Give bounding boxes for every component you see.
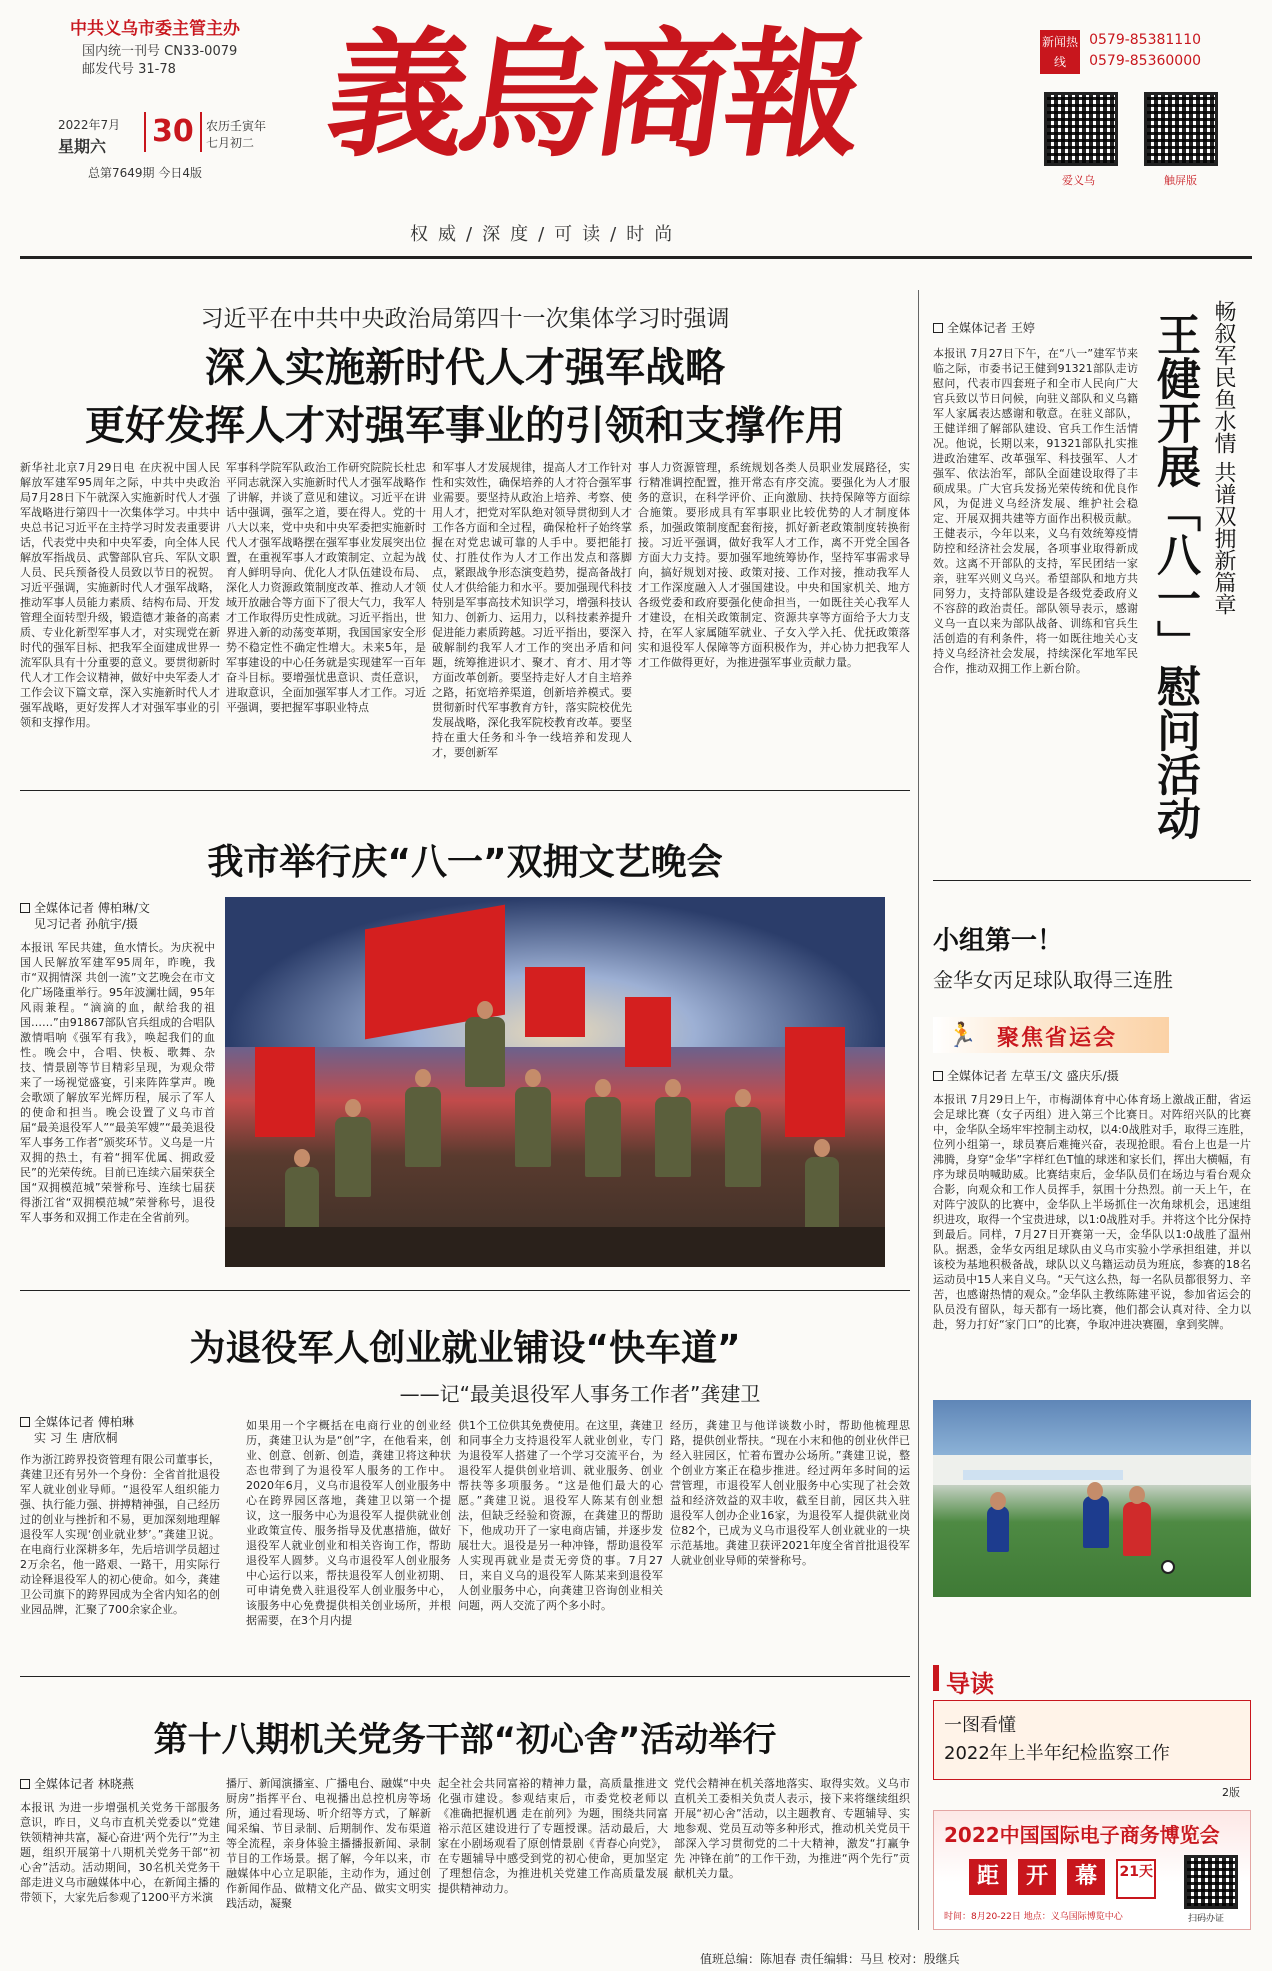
sponsor-org: 中共义乌市委主管主办 [70,19,240,39]
party-column-1: 本报讯 为进一步增强机关党务干部服务意识，昨日，义乌市直机关党委以“党建铁领精神共富，凝心奋进‘两个先行’”为主题，组织开展第十八期机关党务干部“初心舍”活动。活动期间，30名机关党务干部走进义乌市融媒体中心，在新闻主播的带领下，大家先后参观了1200平方米演 [20,1801,220,1904]
masthead-rule [20,256,1252,259]
qr-label-mobile: 触屏版 [1164,174,1197,187]
games-banner-label: 聚焦省运会 [997,1025,1118,1051]
player-blue [1083,1496,1109,1548]
wjb-kicker: 畅叙军民鱼水情 共谱双拥新篇章 [1211,300,1236,615]
countdown-char-1: 距 [969,1859,1007,1895]
newspaper-logo: 義烏商報 [318,13,870,176]
lead-headline-1: 深入实施新时代人才强军战略 [205,345,725,391]
wjb-byline: 全媒体记者 王婷 [933,320,1035,336]
date-year-month: 2022年7月 [58,118,121,132]
postal-code: 邮发代号 31-78 [82,62,176,77]
veterans-column-2: 如果用一个字概括在电商行业的创业经历，龚建卫认为是“创”字，在他看来，创业、创意、创新、创造，龚建卫将这种状态也带到了为退役军人服务的工作中。2020年6月，义乌市退役军人创业服务中心在跨界园区落地，龚建卫以第一个提议，这一服务中心为退役军人提供就业创业政策宣传、服务指导及优惠措施，做好退役军人就业创业和相关咨询工作，帮助退役军人圆梦。义乌市退役军人创业服务中心运行以来，帮扶退役军人创业初期、可申请免费入驻退役军人创业服务中心，该服务中心免费提供相关创业场所，并根据需要，在3个月内提 [246,1419,451,1627]
weekday: 星期六 [58,137,107,156]
hotline [1040,30,1201,74]
football-photo [933,1400,1251,1597]
expo-note: 时间：8月20-22日 地点：义乌国际博览中心 [944,1912,1123,1922]
party-column-3: 起全社会共同富裕的精神力量，高质量推进文化强市建设。参观结束后，市委党校老师以《准确把握机遇 走在前列》为题，围绕共同富裕示范区建设进行了专题授课。活动最后，大家在小剧场观看了原创情景剧《青春心向党》，在专题辅导中感受到党的初心使命，更加坚定了理想信念，为推进机关党建工作高质量发展提供精神动力。 [438,1777,668,1895]
qr-label-app: 爱义乌 [1062,174,1095,187]
slogan: 权威/深度/可读/时尚 [410,224,683,245]
phone-1: 0579-85381110 [1089,32,1202,48]
guide-label: 导读 [946,1670,994,1698]
veterans-bottom-rule [20,1676,910,1677]
countdown-char-3: 幕 [1067,1859,1105,1895]
lead-column-3: 和军事人才发展规律，提高人才工作针对性和实效性，确保培养的人才符合强军事业需要。要坚持从政治上培养、考察、使用人才，把党对军队绝对领导贯彻到人才工作各方面和全过程，确保枪杆子始终掌握在对党忠诚可靠的人手中。要把能打仗、打胜仗作为人才工作出发点和落脚点，紧跟战争形态演变趋势，提高备战打仗人才供给能力和水平。要加强现代科技特别是军事高技术知识学习，增强科技认知力、创新力、运用力，以科技素养提升促进能力素质跨越。习近平指出，要深入破解制约我军人才工作的突出矛盾和问题，统筹推进识才、聚才、育才、用才等方面改革创新。要坚持走好人才自主培养之路，拓宽培养渠道，创新培养模式。要贯彻新时代军事教育方针，落实院校优先发展战略，深化我军院校教育改革。要坚持在重大任务和斗争一线培养和发现人才，要创新军 [432,461,632,759]
party-headline: 第十八期机关党务干部“初心舍”活动举行 [153,1720,777,1760]
party-byline: 全媒体记者 林晓燕 [20,1776,134,1792]
veterans-column-1: 作为浙江跨界投资管理有限公司董事长，龚建卫还有另外一个身份：全省首批退役军人就业创业导师。“退役军人组织能力强、执行能力强、拼搏精神强，自己经历过的创业与挫折和不易，更加深刻地理解退役军人实现‘创业就业梦’。”龚建卫说。在电商行业深耕多年，先后培训学员超过2万余名，他一路艰、一路干，用实际行动诠释退役军人的初心使命。如今，龚建卫公司旗下的跨界园成为全省内知名的创业园品牌，汇聚了700余家企业。 [20,1453,220,1616]
guide-line-2: 2022年上半年纪检监察工作 [944,1743,1170,1764]
lunar-year: 农历壬寅年 [206,119,267,133]
runner-icon: 🏃 [947,1021,977,1049]
guide-marker [933,1665,939,1691]
guide-line-1: 一图看懂 [944,1715,1016,1736]
party-column-2: 播厅、新闻演播室、广播电台、融媒“中央厨房”指挥平台、电视播出总控机房等场所，通过看现场、听介绍等方式，了解新闻采编、节目录制、后期制作、发布渠道等全流程，亲身体验主播播报新闻、录制节目的工作场景。据了解，今年以来，市融媒体中心立足职能，主动作为，通过创作新闻作品、做精文化产品、做实文明实践活动，凝聚 [226,1777,431,1910]
countdown [969,1859,1156,1899]
lead-column-4: 事人力资源管理，系统规划各类人员职业发展路径，实行精准调控配置，推开常态有序交流。要强化为人才服务的意识，在科学评价、正向激励、扶持保障等方面综合施策。要形成具有军事职业比较优势的人才制度体系，加强政策制度配套衔接，抓好新老政策制度转换衔接。习近平强调，做好我军人才工作，离不开党全国各方面大力支持。要加强军地统筹协作，坚持军事需求导向，搞好规划对接、政策对接、工作对接，推动我军人才工作深度融入人才强国建设。中央和国家机关、地方各级党委和政府要强化使命担当，一如既往关心我军人才建设，在相关政策制定、资源共享等方面给予大力支持，在军人家属随军就业、子女入学入托、优抚政策落实和退役军人保障等方面积极作为，并心协力把我军人才工作做得更好，为推进强军事业贡献力量。 [638,461,910,669]
lead-column-1: 新华社北京7月29日电 在庆祝中国人民解放军建军95周年之际，中共中央政治局7月28日下午就深入实施新时代人才强军战略进行第四十一次集体学习。中共中央总书记习近平在主持学习时发表重要讲话，代表党中央和中央军委，向全体人民解放军指战员、武警部队官兵、军队文职人员、民兵预备役人员致以节日的祝贺。习近平强调，实施新时代人才强军战略，推动军事人员能力素质、结构布局、开发管理全面转型升级，锻造德才兼备的高素质、专业化新型军事人才，对实现党在新时代的强军目标、把我军全面建成世界一流军队具有十分重要的意义。要贯彻新时代人才工作会议精神，做好中央军委人才工作会议下篇文章，深入实施新时代人才强军战略，更好发挥人才对强军事业的引领和支撑作用。 [20,461,220,729]
lead-headline-2: 更好发挥人才对强军事业的引领和支撑作用 [85,403,845,449]
lead-kicker: 习近平在中共中央政治局第四十一次集体学习时强调 [200,306,730,332]
games-text: 本报讯 7月29日上午，市梅湖体育中心体育场上激战正酣，省运会足球比赛（女子丙组）进入第三个比赛日。对阵绍兴队的比赛中，金华队全场牢牢控制主动权，以4:0战胜对手，取得三连胜，位列小组第一，球员赛后难掩兴奋，表现抢眼。看台上也是一片沸腾，身穿“金华”字样红色T恤的球迷和家长们，挥出大横幅，有序为球员呐喊助威。比赛结束后，金华队员们在场边与看台观众合影，向观众和工作人员挥手，氛围十分热烈。前一天上午，在对阵宁波队的比赛中，金华队上半场抓住一次角球机会，迅速组织进攻，取得一个宝贵进球，以1:0战胜对手。并将这个比分保持到最后。同样，7月27日开赛第一天，金华队以1:0战胜了温州队。据悉，金华女丙组足球队由义乌市实验小学承担组建，并以该校为基地积极备战，球队以义乌籍运动员为班底，参赛的18名运动员中15人来自义乌。“天气这么热，每一名队员都很努力、辛苦，也感谢热情的观众。”金华队主教练陈建平说，参加省运会的队员没有留队，每天都有一场比赛，他们都会认真对待、全力以赴，努力打好“家门口”的比赛，争取冲进决赛圈，拿到奖牌。 [933,1093,1251,1331]
footer-credits: 值班总编：陈旭春 责任编辑：马旦 校对：殷继兵 [700,1952,960,1966]
expo-qr-code[interactable] [1184,1855,1238,1909]
player-red [1123,1502,1151,1556]
cn-number: 国内统一刊号 CN33-0079 [82,44,238,59]
gala-photo [225,897,885,1267]
lead-bottom-rule [20,790,910,791]
veterans-column-4: 经历，龚建卫与他详谈数小时，帮助他梳理思路，提供创业帮扶。“现在小末和他的创业伙伴已经入驻园区，忙着布置办公场所。”龚建卫说，整个创业方案正在稳步推进。经过两年多时间的运营管理，市退役军人创业服务中心实现了社会效益和经济效益的双丰收，截至目前，园区共入驻退役军人创办企业16家，为退役军人提供就业岗位82个，已成为义乌市退役军人创业就业的一块示范基地。龚建卫获评2021年度全省首批退役军人就业创业导师的荣誉称号。 [670,1419,910,1567]
gala-byline: 全媒体记者 傅柏琳/文 见习记者 孙航宇/摄 [20,900,150,932]
hotline-tag: 新闻热线 [1040,30,1080,74]
countdown-char-2: 开 [1018,1859,1056,1895]
column-divider [918,290,919,1930]
wjb-headline: 王健开展「八一」慰问活动 [1149,312,1200,840]
hotline-numbers [1089,30,1201,72]
games-headline: 小组第一！ [933,926,1064,956]
veterans-subhead: ——记“最美退役军人事务工作者”龚建卫 [399,1382,761,1406]
gala-bottom-rule [20,1290,910,1291]
expo-title: 2022中国国际电子商务博览会 [944,1823,1220,1847]
qr-code-mobile[interactable] [1144,92,1218,166]
expo-ad[interactable] [933,1810,1251,1930]
games-subhead: 金华女丙足球队取得三连胜 [933,968,1173,992]
veterans-column-3: 供1个工位供其免费使用。在这里，龚建卫和同事全力支持退役军人就业创业，专门为退役军人搭建了一个学习交流平台，为退役军人提供创业培训、就业服务、创业帮扶等多项服务。“这是他们最大的心愿。”龚建卫说。退役军人陈某有创业想法，但缺乏经验和资源，在龚建卫的帮助下，他成功开了一家电商店铺，并逐步发展壮大。退役是另一种冲锋，帮助退役军人实现再就业是责无旁贷的事。7月27日，来自义乌的退役军人陈某来到退役军人创业服务中心，向龚建卫咨询创业相关问题，两人交流了两个多小时。 [458,1419,663,1612]
gala-headline: 我市举行庆“八一”双拥文艺晚会 [207,842,723,883]
lead-column-2: 军事科学院军队政治工作研究院院长杜忠平同志就深入实施新时代人才强军战略作了讲解，并谈了意见和建议。习近平在讲话中强调，强军之道，要在得人。党的十八大以来，党中央和中央军委把实施新时代人才强军战略摆在强军事业发展突出位置，在重视军事人才政策制定、立起为战育人鲜明导向、优化人才队伍建设布局、深化人力资源政策制度改革、推动人才领域开放融合等方面下了很大气力，我军人才工作取得历史性成就。习近平指出，世界进入新的动荡变革期，我国国家安全形势不稳定性不确定性增大。未来5年，是军事建设的中心任务就是实现建军一百年奋斗目标。要增强忧患意识、责任意识，进取意识，全面加强军事人才工作。习近平强调，要把握军事职业特点 [226,461,426,714]
games-byline: 全媒体记者 左草玉/文 盛庆乐/摄 [933,1068,1119,1084]
masthead-info [60,14,290,79]
day-number: 30 [144,112,202,152]
right-rule-1 [933,880,1251,881]
countdown-days: 21天 [1116,1859,1156,1899]
guide-page: 2版 [1222,1786,1240,1799]
lunar-day: 七月初二 [206,136,255,150]
veterans-byline: 全媒体记者 傅柏琳 实 习 生 唐欣桐 [20,1414,134,1446]
lunar-date [206,118,266,152]
party-column-4: 党代会精神在机关落地落实、取得实效。义乌市直机关工委相关负责人表示，接下来将继续组织开展“初心舍”活动，以主题教育、专题辅导、实地参观、党员互动等多种形式，推动机关党员干部深入学习贯彻党的二十大精神，激发“打赢争先 冲锋在前”的工作干劲，为推进“两个先行”贡献机关力量。 [674,1777,910,1880]
football [1161,1560,1175,1574]
guide-box[interactable] [933,1700,1251,1780]
wjb-text: 本报讯 7月27日下午，在“八一”建军节来临之际，市委书记王健到91321部队走访慰问，代表市四套班子和全市人民向广大官兵致以节日问候，向驻义部队和义乌籍军人家属表达感谢和敬意。在驻义部队，王健详细了解部队建设、官兵工作生活情况。他说，长期以来，91321部队扎实推进政治建军、改革强军、科技强军、人才强军、依法治军，部队全面建设取得了丰硕成果。广大官兵发扬光荣传统和优良作风，为促进义乌经济发展、维护社会稳定、开展双拥共建等方面作出积极贡献。王健表示，今年以来，义乌有效统筹疫情防控和经济社会发展，各项事业取得新成效。这离不开部队的支持，军民团结一家亲，驻军兴则义乌兴。希望部队和地方共同努力，支持部队建设是各级党委政府义不容辞的政治责任。部队领导表示，感谢义乌一直以来为部队战备、训练和官兵生活创造的有利条件，将一如既往地关心支持义乌经济社会发展，持续深化军地军民合作，推动双拥工作上新台阶。 [933,347,1138,675]
expo-qr-label: 扫码办证 [1188,1914,1225,1924]
veterans-headline: 为退役军人创业就业铺设“快车道” [189,1328,741,1369]
issue-number: 总第7649期 今日4版 [88,166,202,180]
gala-text: 本报讯 军民共建，鱼水情长。为庆祝中国人民解放军建军95周年，昨晚，我市“双拥情深 共创一流”文艺晚会在市文化广场隆重举行。95年波澜壮阔，95年风雨兼程。“滴滴的血，献给我的祖国……”由91867部队官兵组成的合唱队激情唱响《强军有我》，唤起我们的血性。晚会中，合唱、快板、歌舞、杂技、情景剧等节目精彩呈现，为观众带来了一场视觉盛宴，引来阵阵掌声。晚会歌颂了解放军光辉历程，展示了军人的使命和担当。晚会设置了义乌市首届“最美退役军人”“最美军嫂”“最美退役军人事务工作者”颁奖环节。义乌是一片双拥的热土，有着“拥军优属、拥政爱民”的光荣传统。目前已连续六届荣获全国“双拥模范城”荣誉称号、连续七届获得浙江省“双拥模范城”荣誉称号，退役军人事务和双拥工作走在全省前列。 [20,941,215,1224]
player-blue-2 [987,1506,1009,1552]
games-banner [933,1017,1169,1053]
qr-code-app[interactable] [1044,92,1118,166]
phone-2: 0579-85360000 [1089,53,1202,69]
